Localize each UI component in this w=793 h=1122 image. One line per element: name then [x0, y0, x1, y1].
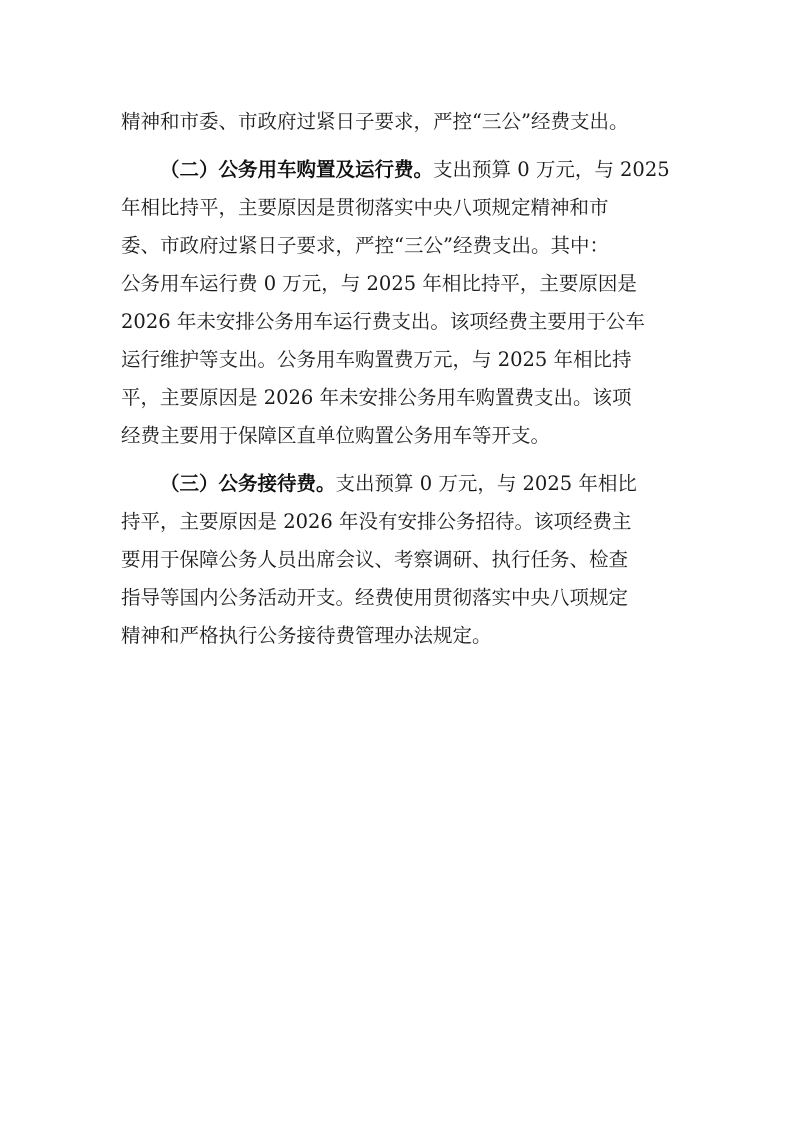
paragraph-3-line-1 — [160, 465, 681, 503]
paragraph-1-line-1: 精神和市委、市政府过紧日子要求，严控“三公”经费支出。 — [121, 110, 629, 133]
paragraph-2-line-2: 年相比持平，主要原因是贯彻落实中央八项规定精神和市 — [121, 196, 609, 219]
paragraph-3-heading: （三）公务接待费。 — [160, 472, 336, 495]
paragraph-2-line-8: 经费主要用于保障区直单位购置公务用车等开支。 — [121, 424, 551, 447]
paragraph-3-line-3: 要用于保障公务人员出席会议、考察调研、执行任务、检查 — [121, 548, 629, 571]
paragraph-2-line-6: 运行维护等支出。公务用车购置费万元，与 2025 年相比持 — [121, 348, 632, 371]
paragraph-3-line-2: 持平，主要原因是 2026 年没有安排公务招待。该项经费主 — [121, 510, 632, 533]
paragraph-2-heading: （二）公务用车购置及运行费。 — [160, 158, 434, 181]
paragraph-3-line-4: 指导等国内公务活动开支。经费使用贯彻落实中央八项规定 — [121, 586, 629, 609]
paragraph-3-line-5: 精神和严格执行公务接待费管理办法规定。 — [121, 624, 492, 647]
paragraph-2-line-5: 2026 年未安排公务用车运行费支出。该项经费主要用于公车 — [121, 310, 645, 333]
paragraph-3-line-1-text: 支出预算 0 万元，与 2025 年相比 — [335, 472, 637, 495]
paragraph-2-line-7: 平，主要原因是 2026 年未安排公务用车购置费支出。该项 — [121, 386, 632, 409]
paragraph-2-line-3: 委、市政府过紧日子要求，严控“三公”经费支出。其中： — [121, 234, 609, 257]
paragraph-2-line-1 — [160, 151, 681, 189]
paragraph-2-line-1-text: 支出预算 0 万元，与 2025 — [433, 158, 670, 181]
paragraph-2-line-4: 公务用车运行费 0 万元，与 2025 年相比持平，主要原因是 — [121, 272, 637, 295]
